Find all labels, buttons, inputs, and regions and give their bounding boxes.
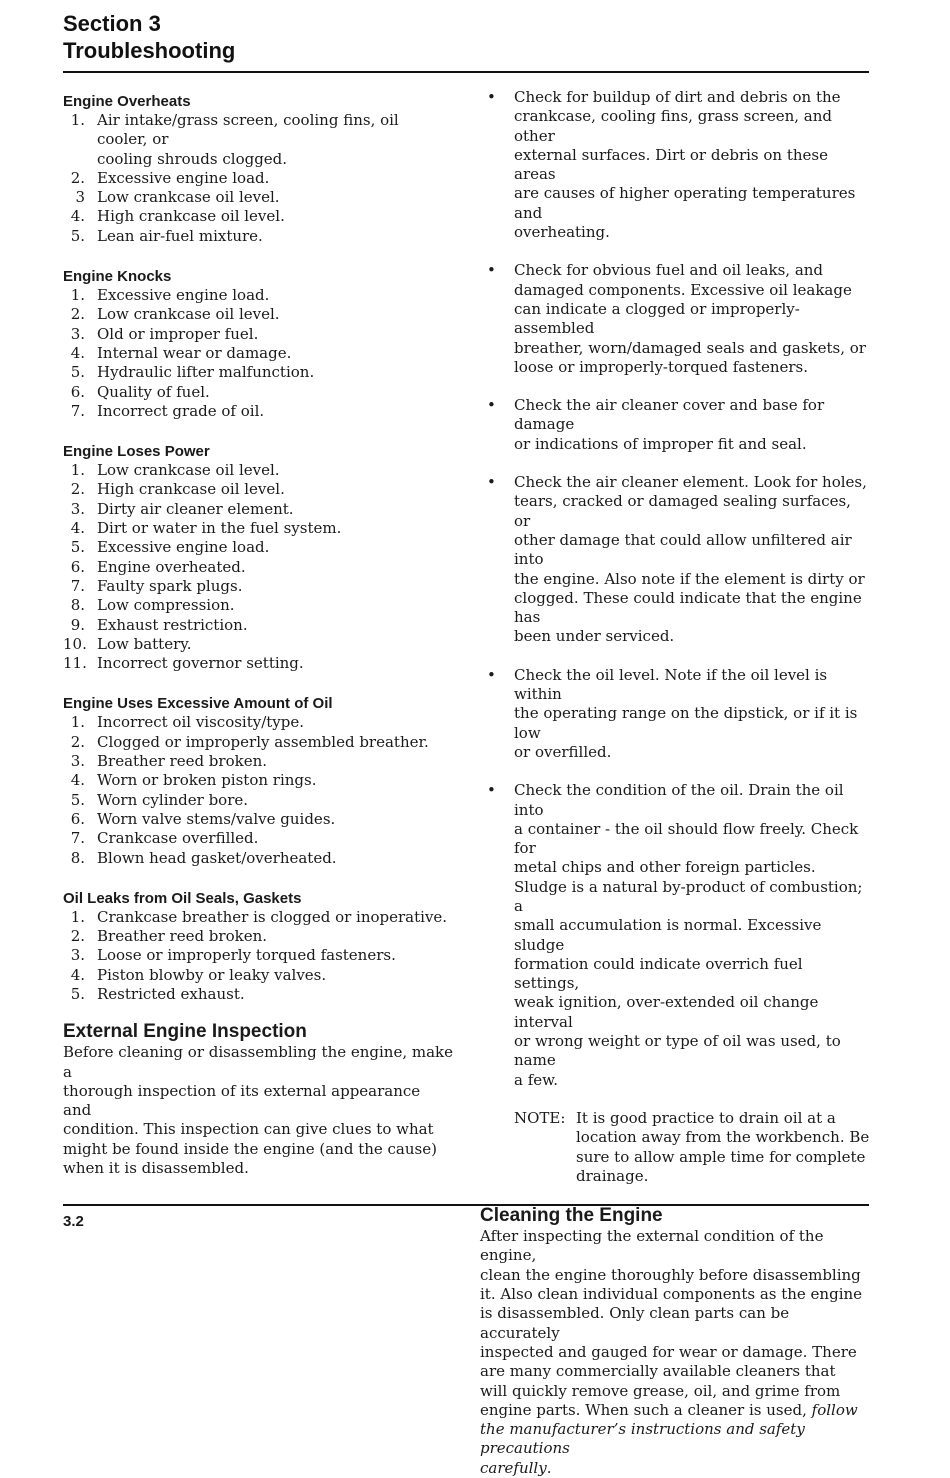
item-text-line: cooling shrouds clogged. bbox=[97, 149, 288, 168]
item-number: 5. bbox=[70, 226, 85, 245]
cause-item bbox=[63, 538, 453, 557]
cause-item bbox=[63, 654, 453, 673]
item-text-line: Dirty air cleaner element. bbox=[97, 499, 294, 518]
note-text bbox=[576, 1109, 870, 1186]
cause-item bbox=[63, 111, 453, 169]
checklist-line: or indications of improper fit and seal. bbox=[514, 434, 807, 453]
item-number: 1. bbox=[70, 713, 85, 732]
cause-item bbox=[63, 344, 453, 363]
inspection-checklist bbox=[480, 88, 870, 878]
group-heading: Engine Uses Excessive Amount of Oil bbox=[63, 695, 333, 713]
right-column bbox=[480, 88, 870, 1478]
checklist-line: Check for buildup of dirt and debris on the bbox=[514, 88, 841, 106]
item-number: 2. bbox=[70, 480, 85, 499]
checklist-line: loose or improperly-torqued fasteners. bbox=[514, 357, 808, 376]
item-number: 3 bbox=[75, 188, 85, 207]
paragraph-line: it. Also clean individual components as the engine bbox=[480, 1285, 863, 1304]
item-number: 3. bbox=[70, 324, 85, 343]
item-text-line: Excessive engine load. bbox=[97, 168, 270, 187]
checklist-line: metal chips and other foreign particles. bbox=[514, 858, 816, 877]
left-column bbox=[63, 88, 453, 1178]
troubleshooting-groups bbox=[63, 88, 453, 1004]
checklist-line: damaged components. Excessive oil leakage bbox=[514, 280, 852, 299]
item-text-line: Low crankcase oil level. bbox=[97, 305, 280, 324]
sludge-paragraph bbox=[514, 878, 870, 1090]
external-inspection-text bbox=[63, 1043, 453, 1178]
item-text-line: Old or improper fuel. bbox=[97, 324, 259, 343]
bullet-icon: • bbox=[487, 473, 496, 492]
item-text-line: Low battery. bbox=[97, 634, 192, 653]
cause-item bbox=[63, 383, 453, 402]
bullet-icon: • bbox=[487, 261, 496, 280]
item-text-line: Worn valve stems/valve guides. bbox=[97, 809, 336, 828]
paragraph-line: small accumulation is normal. Excessive sludge bbox=[514, 916, 822, 954]
note-line: location away from the workbench. Be bbox=[576, 1128, 870, 1147]
checklist-line: crankcase, cooling fins, grass screen, and other bbox=[514, 107, 833, 145]
cleaning-heading: Cleaning the Engine bbox=[480, 1205, 663, 1227]
item-text-line: Worn or broken piston rings. bbox=[97, 771, 317, 790]
cause-item bbox=[63, 461, 453, 480]
bullet-icon: • bbox=[487, 396, 496, 415]
item-number: 4. bbox=[70, 343, 85, 362]
item-text-line: Dirt or water in the fuel system. bbox=[97, 519, 342, 538]
cleaning-line-10 bbox=[480, 1459, 870, 1478]
section-label: Section 3 bbox=[63, 11, 161, 36]
item-number: 5. bbox=[70, 984, 85, 1003]
bullet-icon: • bbox=[487, 665, 496, 684]
item-text-line: Air intake/grass screen, cooling fins, oil cooler, or bbox=[97, 111, 399, 149]
item-text-line: Worn cylinder bore. bbox=[97, 790, 249, 809]
cause-item bbox=[63, 985, 453, 1004]
item-number: 3. bbox=[70, 752, 85, 771]
cause-item bbox=[63, 966, 453, 985]
cleaning-italic-follow: follow bbox=[811, 1400, 858, 1419]
paragraph-line: are many commercially available cleaners that bbox=[480, 1362, 836, 1381]
cause-item bbox=[63, 480, 453, 499]
cause-item bbox=[63, 927, 453, 946]
item-text-line: Crankcase breather is clogged or inoperative. bbox=[97, 907, 448, 926]
item-text-line: Quality of fuel. bbox=[97, 382, 210, 401]
paragraph-line: Before cleaning or disassembling the engine, make a bbox=[63, 1043, 454, 1081]
header-rule bbox=[63, 71, 869, 73]
cleaning-section bbox=[480, 1205, 870, 1478]
checklist-line: Check the air cleaner element. Look for holes, bbox=[514, 473, 867, 492]
item-number: 2. bbox=[70, 305, 85, 324]
cause-item bbox=[63, 810, 453, 829]
cause-item bbox=[63, 402, 453, 421]
troubleshooting-group bbox=[63, 263, 453, 421]
item-number: 7. bbox=[70, 576, 85, 595]
troubleshooting-group bbox=[63, 438, 453, 673]
item-text-line: Faulty spark plugs. bbox=[97, 576, 243, 595]
item-text-line: Engine overheated. bbox=[97, 557, 246, 576]
note-line: drainage. bbox=[576, 1166, 649, 1185]
checklist-line: the operating range on the dipstick, or if it is low bbox=[514, 704, 858, 742]
checklist-line: can indicate a clogged or improperly-assembled bbox=[514, 299, 800, 338]
checklist-line: Check the condition of the oil. Drain the oil into bbox=[514, 781, 844, 819]
item-number: 4. bbox=[70, 519, 85, 538]
item-text-line: High crankcase oil level. bbox=[97, 480, 285, 499]
cause-item bbox=[63, 771, 453, 790]
paragraph-line: a few. bbox=[514, 1070, 558, 1089]
troubleshooting-group bbox=[63, 88, 453, 246]
item-number: 1. bbox=[70, 286, 85, 305]
checklist-line: been under serviced. bbox=[514, 627, 675, 646]
group-heading: Engine Overheats bbox=[63, 93, 191, 110]
paragraph-line: weak ignition, over-extended oil change interval bbox=[514, 993, 819, 1031]
cleaning-line-9 bbox=[480, 1420, 870, 1459]
item-number: 6. bbox=[70, 382, 85, 401]
item-number: 6. bbox=[70, 557, 85, 576]
item-text-line: Internal wear or damage. bbox=[97, 343, 292, 362]
paragraph-line: will quickly remove grease, oil, and grime from bbox=[480, 1381, 841, 1400]
cause-list bbox=[63, 461, 453, 673]
item-text-line: Incorrect grade of oil. bbox=[97, 401, 265, 420]
paragraph-line: After inspecting the external condition of the engine, bbox=[480, 1227, 824, 1265]
cause-item bbox=[63, 829, 453, 848]
cause-item bbox=[63, 558, 453, 577]
cause-item bbox=[63, 325, 453, 344]
troubleshooting-group bbox=[63, 885, 453, 1004]
checklist-item bbox=[480, 666, 870, 762]
paragraph-line: clean the engine thoroughly before disassembling bbox=[480, 1265, 861, 1284]
note-line: sure to allow ample time for complete bbox=[576, 1147, 866, 1166]
item-number: 4. bbox=[70, 207, 85, 226]
cause-item bbox=[63, 227, 453, 246]
cleaning-italic-line: the manufacturer’s instructions and safety precautions bbox=[480, 1420, 805, 1458]
checklist-line: other damage that could allow unfiltered air into bbox=[514, 530, 852, 569]
item-text-line: High crankcase oil level. bbox=[97, 207, 285, 226]
item-text-line: Exhaust restriction. bbox=[97, 615, 248, 634]
checklist-item bbox=[480, 781, 870, 877]
cause-item bbox=[63, 616, 453, 635]
item-number: 2. bbox=[70, 927, 85, 946]
checklist-line: Check the oil level. Note if the oil level is within bbox=[514, 665, 828, 704]
cause-item bbox=[63, 500, 453, 519]
cause-item bbox=[63, 305, 453, 324]
item-number: 1. bbox=[70, 907, 85, 926]
item-number: 2. bbox=[70, 168, 85, 187]
cleaning-line-8-text: engine parts. When such a cleaner is used, bbox=[480, 1400, 812, 1419]
cause-item bbox=[63, 207, 453, 226]
item-number: 1. bbox=[70, 111, 85, 129]
item-text-line: Incorrect oil viscosity/type. bbox=[97, 713, 305, 732]
item-number: 4. bbox=[70, 771, 85, 790]
paragraph-line: when it is disassembled. bbox=[63, 1159, 249, 1178]
item-number: 8. bbox=[70, 596, 85, 615]
paragraph-line: formation could indicate overrich fuel settings, bbox=[514, 954, 803, 993]
item-text-line: Low compression. bbox=[97, 596, 235, 615]
cause-item bbox=[63, 363, 453, 382]
item-number: 6. bbox=[70, 809, 85, 828]
cleaning-end-punct: . bbox=[546, 1458, 552, 1477]
item-text-line: Low crankcase oil level. bbox=[97, 188, 280, 207]
checklist-line: Check the air cleaner cover and base for damage bbox=[514, 396, 825, 434]
cleaning-italic-last: carefully bbox=[480, 1458, 547, 1477]
cause-item bbox=[63, 596, 453, 615]
paragraph-line: inspected and gauged for wear or damage. There bbox=[480, 1342, 857, 1361]
external-inspection-section bbox=[63, 1021, 453, 1178]
cause-item bbox=[63, 169, 453, 188]
checklist-line: a container - the oil should flow freely. Check for bbox=[514, 819, 859, 858]
note-label: NOTE: bbox=[514, 1108, 566, 1127]
item-number: 11. bbox=[63, 654, 87, 673]
item-number: 5. bbox=[70, 363, 85, 382]
page-number: 3.2 bbox=[63, 1213, 84, 1230]
checklist-line: clogged. These could indicate that the engine has bbox=[514, 588, 862, 627]
cause-item bbox=[63, 752, 453, 771]
item-text-line: Breather reed broken. bbox=[97, 927, 268, 946]
item-number: 10. bbox=[63, 634, 87, 653]
cause-list bbox=[63, 111, 453, 246]
checklist-line: breather, worn/damaged seals and gaskets, or bbox=[514, 338, 866, 357]
note-line: It is good practice to drain oil at a bbox=[576, 1108, 836, 1127]
item-number: 7. bbox=[70, 401, 85, 420]
checklist-line: the engine. Also note if the element is dirty or bbox=[514, 569, 865, 588]
cause-item bbox=[63, 286, 453, 305]
item-number: 9. bbox=[70, 615, 85, 634]
troubleshooting-group bbox=[63, 690, 453, 867]
cause-item bbox=[63, 849, 453, 868]
item-text-line: Crankcase overfilled. bbox=[97, 829, 259, 848]
cleaning-paragraph bbox=[480, 1227, 870, 1478]
checklist-item bbox=[480, 396, 870, 454]
item-number: 1. bbox=[70, 461, 85, 480]
external-inspection-heading: External Engine Inspection bbox=[63, 1021, 307, 1043]
page-header bbox=[63, 10, 869, 64]
item-text-line: Loose or improperly torqued fasteners. bbox=[97, 946, 396, 965]
item-text-line: Clogged or improperly assembled breather. bbox=[97, 732, 429, 751]
cause-item bbox=[63, 519, 453, 538]
group-heading: Engine Loses Power bbox=[63, 443, 210, 461]
item-text-line: Hydraulic lifter malfunction. bbox=[97, 363, 315, 382]
group-heading: Oil Leaks from Oil Seals, Gaskets bbox=[63, 889, 302, 907]
item-text-line: Excessive engine load. bbox=[97, 538, 270, 557]
item-number: 5. bbox=[70, 538, 85, 557]
paragraph-line: condition. This inspection can give clues to what bbox=[63, 1120, 434, 1139]
note-block bbox=[514, 1109, 870, 1186]
item-text-line: Lean air-fuel mixture. bbox=[97, 226, 263, 245]
item-text-line: Blown head gasket/overheated. bbox=[97, 848, 337, 867]
item-number: 4. bbox=[70, 965, 85, 984]
bullet-icon: • bbox=[487, 781, 496, 800]
checklist-line: or overfilled. bbox=[514, 742, 612, 761]
cause-item bbox=[63, 908, 453, 927]
item-text-line: Incorrect governor setting. bbox=[97, 654, 304, 673]
footer-rule bbox=[63, 1204, 869, 1206]
checklist-line: external surfaces. Dirt or debris on these areas bbox=[514, 145, 828, 184]
item-number: 7. bbox=[70, 829, 85, 848]
cause-item bbox=[63, 733, 453, 752]
cause-list bbox=[63, 713, 453, 867]
checklist-line: Check for obvious fuel and oil leaks, and bbox=[514, 261, 824, 280]
item-number: 5. bbox=[70, 790, 85, 809]
cause-item bbox=[63, 713, 453, 732]
cause-list bbox=[63, 286, 453, 421]
item-text-line: Breather reed broken. bbox=[97, 752, 268, 771]
paragraph-line: Sludge is a natural by-product of combustion; a bbox=[514, 877, 863, 915]
bullet-icon: • bbox=[487, 88, 496, 106]
paragraph-line: is disassembled. Only clean parts can be accurately bbox=[480, 1304, 790, 1342]
cause-list bbox=[63, 908, 453, 1004]
cause-item bbox=[63, 188, 453, 207]
checklist-line: overheating. bbox=[514, 223, 610, 242]
item-text-line: Low crankcase oil level. bbox=[97, 461, 280, 480]
item-number: 3. bbox=[70, 946, 85, 965]
oil-condition-details bbox=[480, 878, 870, 1186]
cause-item bbox=[63, 791, 453, 810]
paragraph-line: or wrong weight or type of oil was used, to name bbox=[514, 1032, 841, 1070]
cause-item bbox=[63, 946, 453, 965]
cause-item bbox=[63, 577, 453, 596]
checklist-line: are causes of higher operating temperatures and bbox=[514, 184, 856, 222]
item-number: 3. bbox=[70, 499, 85, 518]
cleaning-line-8 bbox=[480, 1401, 870, 1420]
item-text-line: Piston blowby or leaky valves. bbox=[97, 965, 327, 984]
checklist-line: tears, cracked or damaged sealing surfaces, or bbox=[514, 492, 851, 530]
item-text-line: Restricted exhaust. bbox=[97, 984, 245, 1003]
paragraph-line: might be found inside the engine (and the cause) bbox=[63, 1139, 437, 1158]
group-heading: Engine Knocks bbox=[63, 268, 172, 286]
item-number: 8. bbox=[70, 848, 85, 867]
checklist-item bbox=[480, 88, 870, 242]
checklist-item bbox=[480, 261, 870, 377]
item-text-line: Excessive engine load. bbox=[97, 286, 270, 305]
item-number: 2. bbox=[70, 732, 85, 751]
checklist-item bbox=[480, 473, 870, 647]
page-title: Troubleshooting bbox=[63, 38, 236, 63]
cause-item bbox=[63, 635, 453, 654]
paragraph-line: thorough inspection of its external appearance and bbox=[63, 1081, 421, 1120]
